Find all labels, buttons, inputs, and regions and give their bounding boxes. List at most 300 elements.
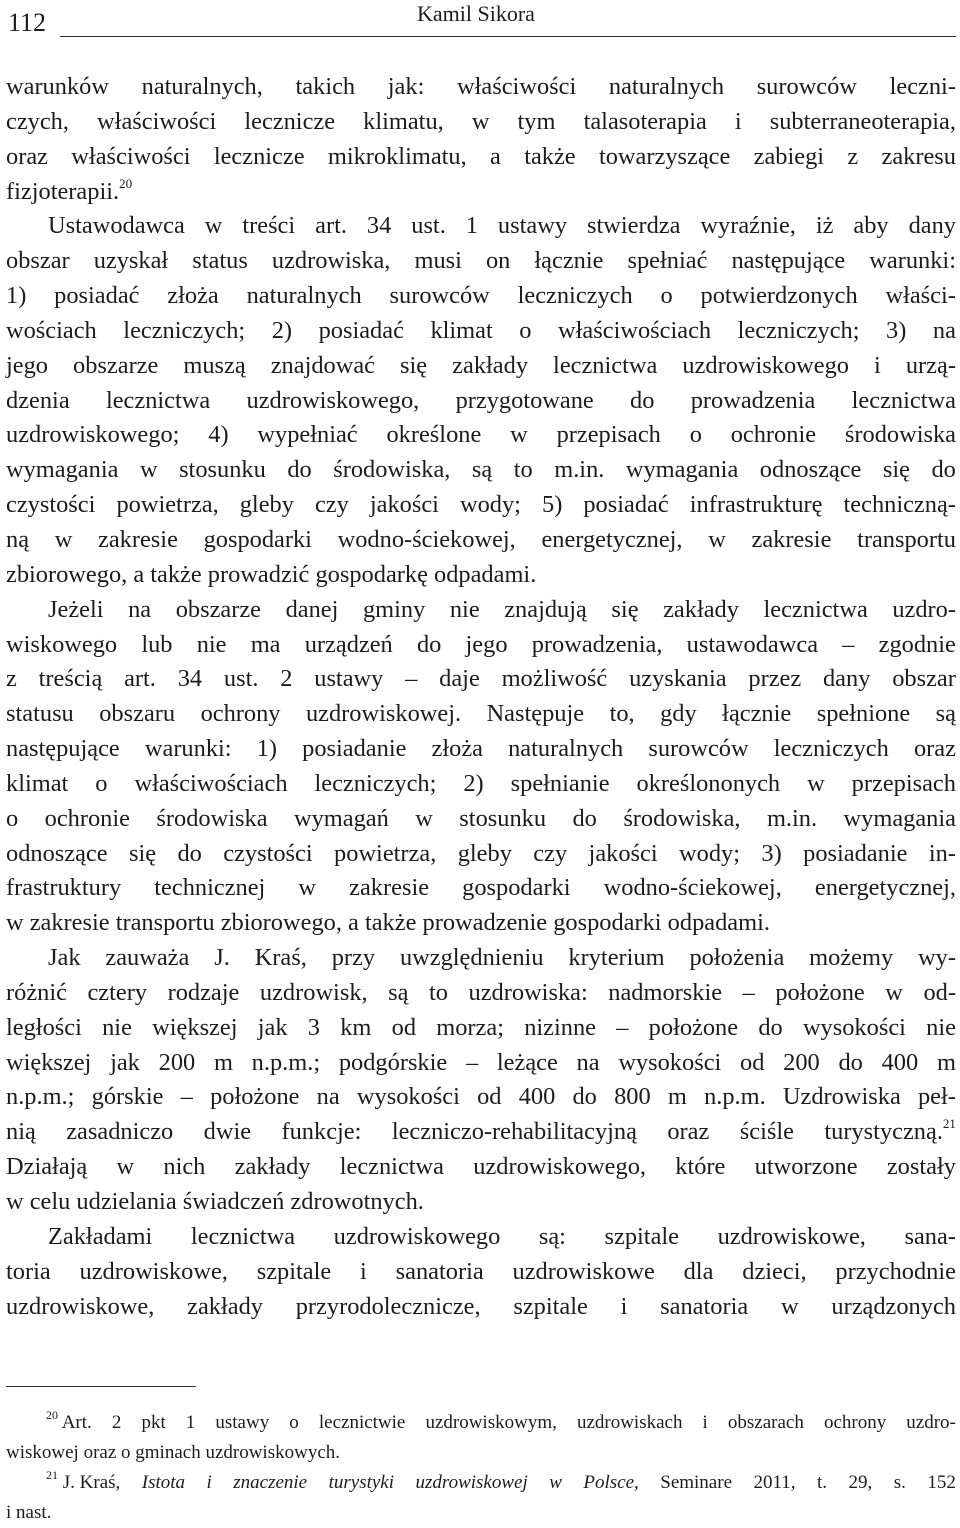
paragraph-last-line: zbiorowego, a także prowadzić gospodarkę odpadami.	[6, 560, 537, 588]
word: środowiska	[844, 421, 956, 449]
word: jak	[110, 1048, 140, 1076]
word: czy	[533, 839, 568, 867]
word: jak:	[387, 73, 425, 100]
word: to,	[609, 700, 635, 728]
word: leczniczo-rehabilitacyjną	[391, 1118, 637, 1146]
footnote-title-word: w	[549, 1472, 562, 1493]
footnote-title-word: turystyki	[328, 1472, 395, 1493]
footnote-20-line-2	[6, 1438, 956, 1468]
word: iż	[815, 212, 834, 240]
word: położenia	[689, 944, 785, 972]
word: J.	[214, 944, 230, 972]
word: dany	[908, 212, 956, 240]
word: ochronie	[44, 804, 130, 832]
word: nią	[6, 1118, 36, 1146]
footnote-ref: 20	[119, 175, 133, 191]
word: techniczną-	[843, 491, 956, 519]
word: uzyskania	[629, 665, 727, 693]
footnote-21-line-2-text: i nast.	[6, 1502, 52, 1523]
word: dany	[822, 665, 871, 693]
word: właści-	[885, 282, 956, 310]
word: 1)	[6, 282, 27, 310]
word: gospodarki	[462, 874, 571, 902]
word: 2)	[463, 769, 484, 797]
footnote-title-word: znaczenie	[233, 1472, 308, 1493]
footnote-word: $^{20}$ Art.	[46, 1408, 92, 1433]
word: uwzględnieniu	[399, 944, 544, 972]
word: gminy	[362, 595, 426, 623]
word: w	[807, 769, 825, 797]
word: wodno-ściekowej,	[337, 525, 516, 553]
word: do	[931, 456, 956, 484]
word: przepisach	[556, 421, 661, 449]
word: 2	[280, 665, 293, 693]
word: lecznictwa	[339, 1153, 444, 1181]
word: uzdrowiskowego;	[6, 421, 180, 449]
word: powietrza,	[116, 491, 219, 519]
word: od	[477, 1083, 502, 1111]
word: właściwości	[457, 73, 577, 100]
word: potwierdzonych	[700, 282, 858, 310]
word: właściwości	[97, 107, 217, 135]
word: w	[885, 978, 903, 1006]
word: gospodarki	[203, 525, 312, 553]
word: 2)	[271, 316, 293, 344]
footnote-author: $^{21}$ J. Kraś,	[46, 1468, 121, 1493]
word: w	[298, 874, 317, 902]
word: leczniczych;	[737, 316, 860, 344]
footnote-word: obszarach	[727, 1412, 804, 1433]
word: Działają	[6, 1153, 88, 1181]
word: 34	[177, 665, 203, 693]
word: i	[734, 107, 742, 135]
text-line	[6, 593, 956, 628]
header-rule	[60, 36, 956, 37]
word: posiadać	[318, 316, 404, 344]
text-line	[6, 662, 956, 697]
text-line	[6, 418, 956, 453]
text-line	[6, 105, 956, 140]
word: od	[391, 1013, 417, 1041]
word: do	[838, 1048, 863, 1076]
word: następujące	[731, 247, 846, 275]
word: leczniczych;	[314, 769, 437, 797]
footnote-title-word: i	[206, 1472, 212, 1493]
word: się	[611, 595, 639, 623]
page-number: 112	[8, 8, 47, 37]
word: właściwościach	[134, 769, 288, 797]
word: 1	[465, 212, 478, 240]
word: przy	[331, 944, 376, 972]
word: wysokości	[356, 1083, 460, 1111]
word: surowców	[648, 735, 749, 763]
word: łącznie	[534, 247, 604, 275]
word: klimatu,	[363, 107, 444, 135]
word: energetycznej,	[541, 525, 683, 553]
word: talasoterapia	[583, 107, 707, 135]
word: szpitale	[256, 1257, 332, 1285]
word: się	[882, 456, 910, 484]
word: zgodnie	[878, 630, 956, 658]
word: 5)	[542, 491, 563, 519]
word: zakresie	[349, 874, 430, 902]
word: klimat	[6, 769, 69, 797]
word: naturalnych	[246, 282, 362, 310]
word: lub	[141, 630, 173, 658]
body-text	[6, 70, 956, 1324]
word: od	[740, 1048, 765, 1076]
word: w	[708, 525, 726, 553]
footnote-word: 2	[111, 1412, 122, 1433]
word: do	[287, 456, 312, 484]
word: ochrony	[200, 700, 281, 728]
word: do	[572, 804, 597, 832]
text-line	[6, 523, 956, 558]
word: wymagania	[843, 804, 956, 832]
word: jakości	[369, 491, 439, 519]
word: obszar	[6, 247, 70, 275]
word: posiadanie	[803, 839, 908, 867]
word: kryterium	[568, 944, 665, 972]
word: wody;	[459, 491, 521, 519]
word: uzdro-	[892, 595, 956, 623]
word: obszaru	[99, 700, 176, 728]
paragraph-last-line: w zakresie transportu zbiorowego, a także prowadzenie gospodarki odpadami.	[6, 909, 770, 937]
footnote-word: 152	[927, 1472, 956, 1493]
word: muszą	[183, 351, 246, 379]
footnote-word: uzdrowiskowym,	[425, 1412, 557, 1433]
word: ust.	[411, 212, 446, 240]
word: km	[340, 1013, 372, 1041]
word: stosunku	[179, 456, 266, 484]
word: –	[465, 1048, 479, 1076]
word: 4)	[208, 421, 229, 449]
text-line	[6, 1220, 956, 1255]
word: przygotowane	[455, 386, 594, 414]
word: środowiska	[156, 804, 268, 832]
word: posiadać	[54, 282, 140, 310]
word: zakłady	[187, 1292, 263, 1320]
word: lecznictwa	[190, 1222, 296, 1250]
text-line	[6, 349, 956, 384]
word: uzdrowiska:	[468, 978, 588, 1006]
word: uzdrowisk,	[259, 978, 368, 1006]
word: i	[620, 1292, 628, 1320]
text-line-last	[6, 558, 956, 593]
word: gdy	[660, 700, 697, 728]
word: 34	[366, 212, 392, 240]
word: zakłady	[663, 595, 739, 623]
footnote-20-line-2-text: wiskowej oraz o gminach uzdrowiskowych.	[6, 1442, 341, 1463]
word: łącznie	[722, 700, 792, 728]
text-line	[6, 1150, 956, 1185]
word: Jeżeli	[48, 595, 104, 623]
word: nie	[926, 1013, 956, 1041]
word: prowadzenia,	[531, 630, 663, 658]
word: określononych	[636, 769, 781, 797]
word: o	[519, 316, 532, 344]
word: 3)	[886, 316, 907, 344]
word: szpitale	[604, 1222, 680, 1250]
word: przepisach	[851, 769, 956, 797]
word: dla	[683, 1257, 714, 1285]
text-line	[6, 244, 956, 279]
word: obszar	[892, 665, 956, 693]
footnote-word: lecznictwie	[318, 1412, 406, 1433]
word: art.	[124, 665, 156, 693]
word: możemy	[809, 944, 894, 972]
word: infrastrukturę	[689, 491, 823, 519]
word: leczniczych	[517, 282, 633, 310]
word: –	[180, 1083, 193, 1111]
word: także	[524, 142, 576, 170]
word: rodzaje	[167, 978, 240, 1006]
word: 200	[783, 1048, 820, 1076]
word: warunki:	[144, 735, 232, 763]
word: zasadniczo	[66, 1118, 174, 1146]
word: do	[177, 839, 202, 867]
word: właściwości	[71, 142, 191, 170]
word: 3	[307, 1013, 320, 1041]
word: położone	[775, 978, 865, 1006]
word: różnić	[6, 978, 67, 1006]
word: posiadanie	[302, 735, 407, 763]
text-line	[6, 279, 956, 314]
word: takich	[295, 73, 356, 100]
word: wymagania	[6, 456, 119, 484]
word: środowiska,	[333, 456, 451, 484]
word: aby	[853, 212, 889, 240]
word: wymagań	[293, 804, 389, 832]
word: uzdrowiskowe	[512, 1257, 655, 1285]
word: surowców	[389, 282, 490, 310]
word: warunki:	[869, 247, 956, 275]
text-line	[6, 314, 956, 349]
word: znajdować	[270, 351, 375, 379]
word: transportu	[857, 525, 956, 553]
word: 200	[158, 1048, 196, 1076]
word: znajdują	[504, 595, 587, 623]
word: stwierdza	[586, 212, 681, 240]
word: tym	[517, 107, 556, 135]
text-line	[6, 70, 956, 105]
word: gleby	[457, 839, 512, 867]
text-line-last	[6, 175, 956, 210]
word: naturalnych	[608, 73, 725, 100]
word: jak	[257, 1013, 288, 1041]
word: urzą-	[905, 351, 956, 379]
word: subterraneoterapia,	[769, 107, 956, 135]
footnote-word: o	[289, 1412, 299, 1433]
word: zakłady	[452, 351, 529, 379]
word: –	[616, 1013, 629, 1041]
footnote-number: 21	[46, 1468, 58, 1482]
word: w	[139, 456, 158, 484]
word: wy-	[918, 944, 956, 972]
text-line	[6, 802, 956, 837]
word: lecznictwa	[763, 595, 868, 623]
word: większej	[152, 1013, 238, 1041]
word: morza;	[436, 1013, 504, 1041]
word: są	[935, 700, 956, 728]
word: wyraźnie,	[700, 212, 796, 240]
word: energetycznej,	[814, 874, 956, 902]
word: in-	[928, 839, 956, 867]
word: toria	[6, 1257, 51, 1285]
word: Zakładami	[48, 1222, 153, 1250]
text-line	[6, 837, 956, 872]
text-line	[6, 140, 956, 175]
footnote-word: 29,	[848, 1472, 873, 1493]
word: sanatoria	[660, 1292, 749, 1320]
word: przyrodolecznicze,	[295, 1292, 481, 1320]
word: Jak	[48, 944, 81, 972]
word: treści	[242, 212, 296, 240]
footnote-number: 20	[46, 1408, 58, 1422]
word: większej	[6, 1048, 92, 1076]
word: ochronie	[730, 421, 817, 449]
word: m	[213, 1048, 233, 1076]
word: możliwość	[501, 665, 608, 693]
word: położone	[648, 1013, 739, 1041]
word: status	[192, 247, 248, 275]
word: czych,	[6, 107, 69, 135]
word: obszarze	[73, 351, 159, 379]
word: stosunku	[459, 804, 547, 832]
footnote-word: ochrony	[823, 1412, 887, 1433]
text-line	[6, 941, 956, 976]
word: leczniczych	[773, 735, 889, 763]
word: oraz	[6, 142, 48, 170]
text-line	[6, 453, 956, 488]
word: oraz	[913, 735, 956, 763]
running-title: Kamil Sikora	[417, 1, 535, 26]
word: jakości	[588, 839, 658, 867]
word: są:	[538, 1222, 566, 1250]
word: do	[416, 630, 442, 658]
footnote-20-line-1	[6, 1408, 956, 1438]
text-line	[6, 488, 956, 523]
word: ustawodawca	[686, 630, 819, 658]
word: ściśle	[739, 1118, 794, 1146]
footnote-word: 1	[185, 1412, 196, 1433]
footnote-rule	[6, 1386, 196, 1387]
word: uzdrowiskowej.	[305, 700, 462, 728]
word: nadmorskie	[608, 978, 723, 1006]
word: na	[932, 316, 956, 344]
word: leczniczych;	[123, 316, 246, 344]
word: uzdrowiskowego	[682, 351, 849, 379]
word: są	[471, 456, 493, 484]
word: posiadać	[583, 491, 669, 519]
paragraph	[6, 1220, 956, 1325]
footnote-21-line-2	[6, 1498, 956, 1528]
word: uzyskał	[93, 247, 169, 275]
word: o	[660, 282, 673, 310]
word: położone	[210, 1083, 300, 1111]
text-line	[6, 1080, 956, 1115]
word: to	[513, 456, 533, 484]
word: od-	[923, 978, 956, 1006]
word: z	[6, 665, 17, 693]
text-line	[6, 1255, 956, 1290]
word: urządzeń	[304, 630, 393, 658]
word: ną	[6, 525, 30, 553]
word: jego	[465, 630, 508, 658]
word: musi	[414, 247, 462, 275]
word: statusu	[6, 700, 74, 728]
word: m.in.	[766, 804, 818, 832]
word: czystości	[6, 491, 96, 519]
footnotes	[6, 1408, 956, 1528]
page-header	[0, 0, 960, 44]
text-line	[6, 697, 956, 732]
word: w	[204, 212, 223, 240]
word: Następuje	[486, 700, 585, 728]
word: n.p.m.	[704, 1083, 766, 1111]
word: zostały	[886, 1153, 956, 1181]
word: n.p.m.;	[251, 1048, 321, 1076]
word: powietrza,	[334, 839, 437, 867]
word: a	[490, 142, 501, 170]
word: uzdrowiska,	[271, 247, 391, 275]
word: o	[6, 804, 19, 832]
word: to	[429, 978, 448, 1006]
word: mikroklimatu,	[327, 142, 467, 170]
word: przez	[748, 665, 802, 693]
word: wodno-ściekowej,	[603, 874, 782, 902]
word: leżące	[496, 1048, 558, 1076]
footnote-word: pkt	[141, 1412, 166, 1433]
word: w	[415, 804, 433, 832]
word: 400	[881, 1048, 919, 1076]
word: wypełniać	[257, 421, 358, 449]
paragraph	[6, 209, 956, 592]
footnote-21-line-1	[6, 1468, 956, 1498]
word: wysokości	[802, 1013, 906, 1041]
word: utworzone	[754, 1153, 858, 1181]
word: m	[936, 1048, 956, 1076]
word: m.in.	[554, 456, 605, 484]
word: gleby	[239, 491, 294, 519]
word: właściwościach	[558, 316, 712, 344]
word: spełnione	[816, 700, 911, 728]
paragraph-last-line: fizjoterapii.$^{20}$	[6, 175, 133, 205]
text-line-last	[6, 1185, 956, 1220]
word: są	[388, 978, 409, 1006]
word: Kraś,	[254, 944, 307, 972]
footnote-title-word: uzdrowiskowej	[415, 1472, 528, 1493]
footnote-word: 2011,	[753, 1472, 796, 1493]
word: surowców	[756, 73, 857, 100]
word: uzdrowiskowe,	[79, 1257, 228, 1285]
word: wody;	[679, 839, 741, 867]
word: klimat	[430, 316, 493, 344]
word: odnoszące	[6, 839, 108, 867]
word: zakłady	[234, 1153, 311, 1181]
word: Uzdrowiska	[782, 1083, 901, 1111]
word: sanatoria	[395, 1257, 484, 1285]
word: uzdrowiskowego,	[246, 386, 420, 414]
text-line	[6, 384, 956, 419]
text-line-last	[6, 906, 956, 941]
word: on	[485, 247, 511, 275]
word: naturalnych,	[141, 73, 263, 100]
word: warunków	[6, 73, 109, 100]
word: złoża	[431, 735, 483, 763]
word: w	[54, 525, 73, 553]
word: treścią	[38, 665, 103, 693]
